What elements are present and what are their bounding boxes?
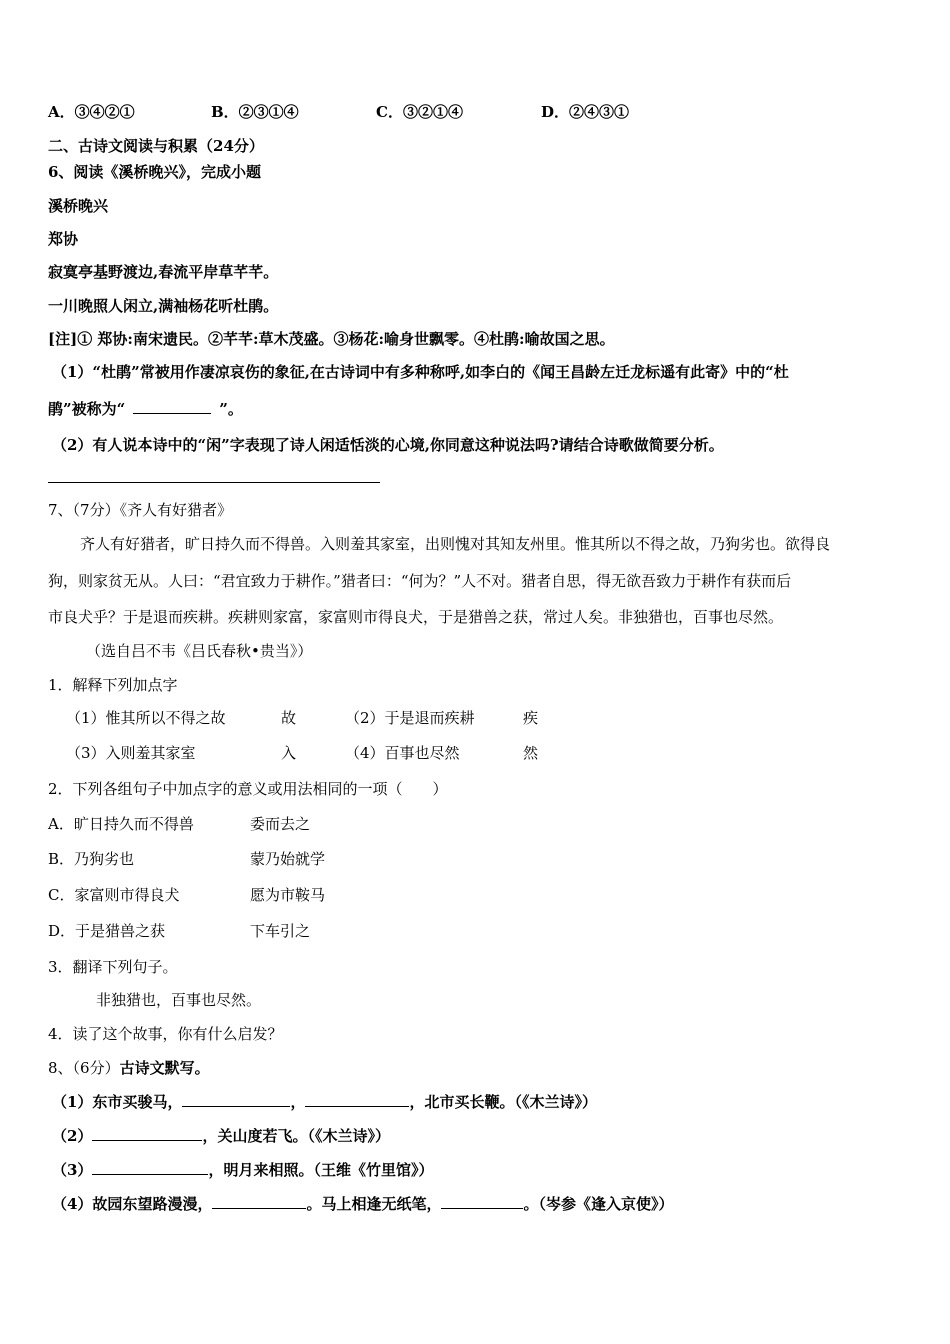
answer-line[interactable] (48, 482, 380, 483)
q5-option-d[interactable]: D．②④③① (541, 103, 630, 121)
q7-para-line-2: 狗，则家贫无从。人曰：“君宜致力于耕作。”猎者曰：“何为？”人不对。猎者自思，得无欲吾致力于耕作有获而后 (48, 572, 792, 590)
option-label: D．于是猎兽之获 (48, 922, 166, 940)
q6-sub1-line2 (48, 399, 243, 419)
q8-text: ，北市买长鞭。（《木兰诗》） (409, 1093, 597, 1111)
q5-option-a[interactable]: A．③④②① (48, 103, 135, 121)
poem-title: 溪桥晚兴 (48, 197, 109, 215)
q6-sub2: （2）有人说本诗中的“闲”字表现了诗人闲适恬淡的心境,你同意这种说法吗?请结合诗歌做简要分析。 (52, 436, 724, 454)
answer-blank[interactable] (133, 399, 211, 414)
q7-sub1-word-4: 然 (523, 744, 539, 762)
q8-points: 8、（6分） (48, 1059, 120, 1077)
q7-sub1-item-3: （3）入则羞其家室 (66, 744, 196, 762)
poem-line-1: 寂寞亭基野渡边,春流平岸草芊芊。 (48, 263, 279, 281)
answer-blank[interactable] (92, 1160, 208, 1175)
poem-notes: [注]① 郑协:南宋遗民。②芊芊:草木茂盛。③杨花:喻身世飘零。④杜鹃:喻故国之思。 (48, 330, 615, 348)
q8-text: ，关山度若飞。（《木兰诗》） (202, 1127, 390, 1145)
option-label: A．旷日持久而不得兽 (48, 815, 194, 833)
option-pair: 愿为市鞍马 (250, 886, 326, 904)
q6-sub1-prefix: 鹃”被称为“ (48, 400, 126, 418)
q8-line-1 (52, 1092, 597, 1112)
q8-text: ， (290, 1093, 306, 1111)
option-label: C．家富则市得良犬 (48, 886, 180, 904)
q5-option-c[interactable]: C．③②①④ (376, 103, 463, 121)
option-pair: 下车引之 (250, 922, 311, 940)
q6-intro: 6、阅读《溪桥晚兴》，完成小题 (48, 163, 261, 181)
poem-line-2: 一川晚照人闲立,满袖杨花听杜鹃。 (48, 297, 279, 315)
q8-text: （1）东市买骏马， (52, 1093, 183, 1111)
answer-blank[interactable] (92, 1126, 202, 1141)
q8-line-3 (52, 1160, 433, 1180)
q7-sub1-row-1 (48, 708, 648, 728)
q7-sub3-sentence: 非独猎也，百事也尽然。 (96, 991, 262, 1009)
q5-options (48, 102, 748, 122)
q7-sub1-item-4: （4）百事也尽然 (345, 744, 460, 762)
answer-blank[interactable] (182, 1092, 290, 1107)
answer-blank[interactable] (305, 1092, 409, 1107)
answer-blank[interactable] (441, 1194, 523, 1209)
q8-text: （4）故园东望路漫漫， (52, 1195, 213, 1213)
q8-text: 。（岑参《逢入京使》） (523, 1195, 674, 1213)
option-pair: 委而去之 (250, 815, 311, 833)
section-heading: 二、古诗文阅读与积累（24分） (48, 137, 264, 155)
q7-sub2-option-d[interactable] (48, 921, 448, 941)
option-pair: 蒙乃始就学 (250, 850, 326, 868)
q8-title: 古诗文默写。 (119, 1059, 210, 1077)
q7-sub1-word-2: 疾 (523, 709, 539, 727)
q7-sub2-option-a[interactable] (48, 814, 448, 834)
q7-sub2-option-b[interactable] (48, 849, 448, 869)
q5-option-b[interactable]: B．②③①④ (211, 103, 299, 121)
q7-sub1-word-3: 入 (281, 744, 297, 762)
poem-author: 郑协 (48, 230, 79, 248)
q7-para-line-3: 市良犬乎？于是退而疾耕。疾耕则家富，家富则市得良犬，于是猎兽之获，常过人矣。非独猎也，百事也尽然。 (48, 608, 784, 626)
q8-text: （2） (52, 1127, 93, 1145)
option-label: B．乃狗劣也 (48, 850, 135, 868)
q7-sub4-title: 4．读了这个故事，你有什么启发？ (48, 1025, 283, 1043)
q8-text: ，明月来相照。（王维《竹里馆》） (208, 1161, 434, 1179)
q7-sub3-title: 3．翻译下列句子。 (48, 958, 178, 976)
q8-line-2 (52, 1126, 390, 1146)
q8-header (48, 1058, 210, 1078)
q7-sub2-title: 2．下列各组句子中加点字的意义或用法相同的一项（ ） (48, 780, 448, 798)
q7-sub2-option-c[interactable] (48, 885, 448, 905)
answer-blank[interactable] (212, 1194, 306, 1209)
q8-text: （3） (52, 1161, 93, 1179)
q8-text: 。马上相逢无纸笔， (306, 1195, 442, 1213)
q8-line-4 (52, 1194, 673, 1214)
q6-sub1-line1: （1）“杜鹃”常被用作凄凉哀伤的象征,在古诗词中有多种称呼,如李白的《闻王昌龄左迁龙标遥有此寄》中的“杜 (52, 363, 789, 381)
q7-sub1-row-2 (48, 743, 648, 763)
q7-sub1-word-1: 故 (281, 709, 297, 727)
q7-sub1-item-2: （2）于是退而疾耕 (345, 709, 475, 727)
q7-sub1-title: 1．解释下列加点字 (48, 676, 178, 694)
q7-para-line-1: 齐人有好猎者，旷日持久而不得兽。入则羞其家室，出则愧对其知友州里。惟其所以不得之故，乃狗劣也。欲得良 (80, 535, 831, 553)
q7-sub1-item-1: （1）惟其所以不得之故 (66, 709, 226, 727)
q7-header: 7、（7分）《齐人有好猎者》 (48, 501, 233, 519)
q7-source: （选自吕不韦《吕氏春秋•贵当》） (86, 642, 313, 660)
q6-sub1-suffix: ”。 (219, 400, 243, 418)
